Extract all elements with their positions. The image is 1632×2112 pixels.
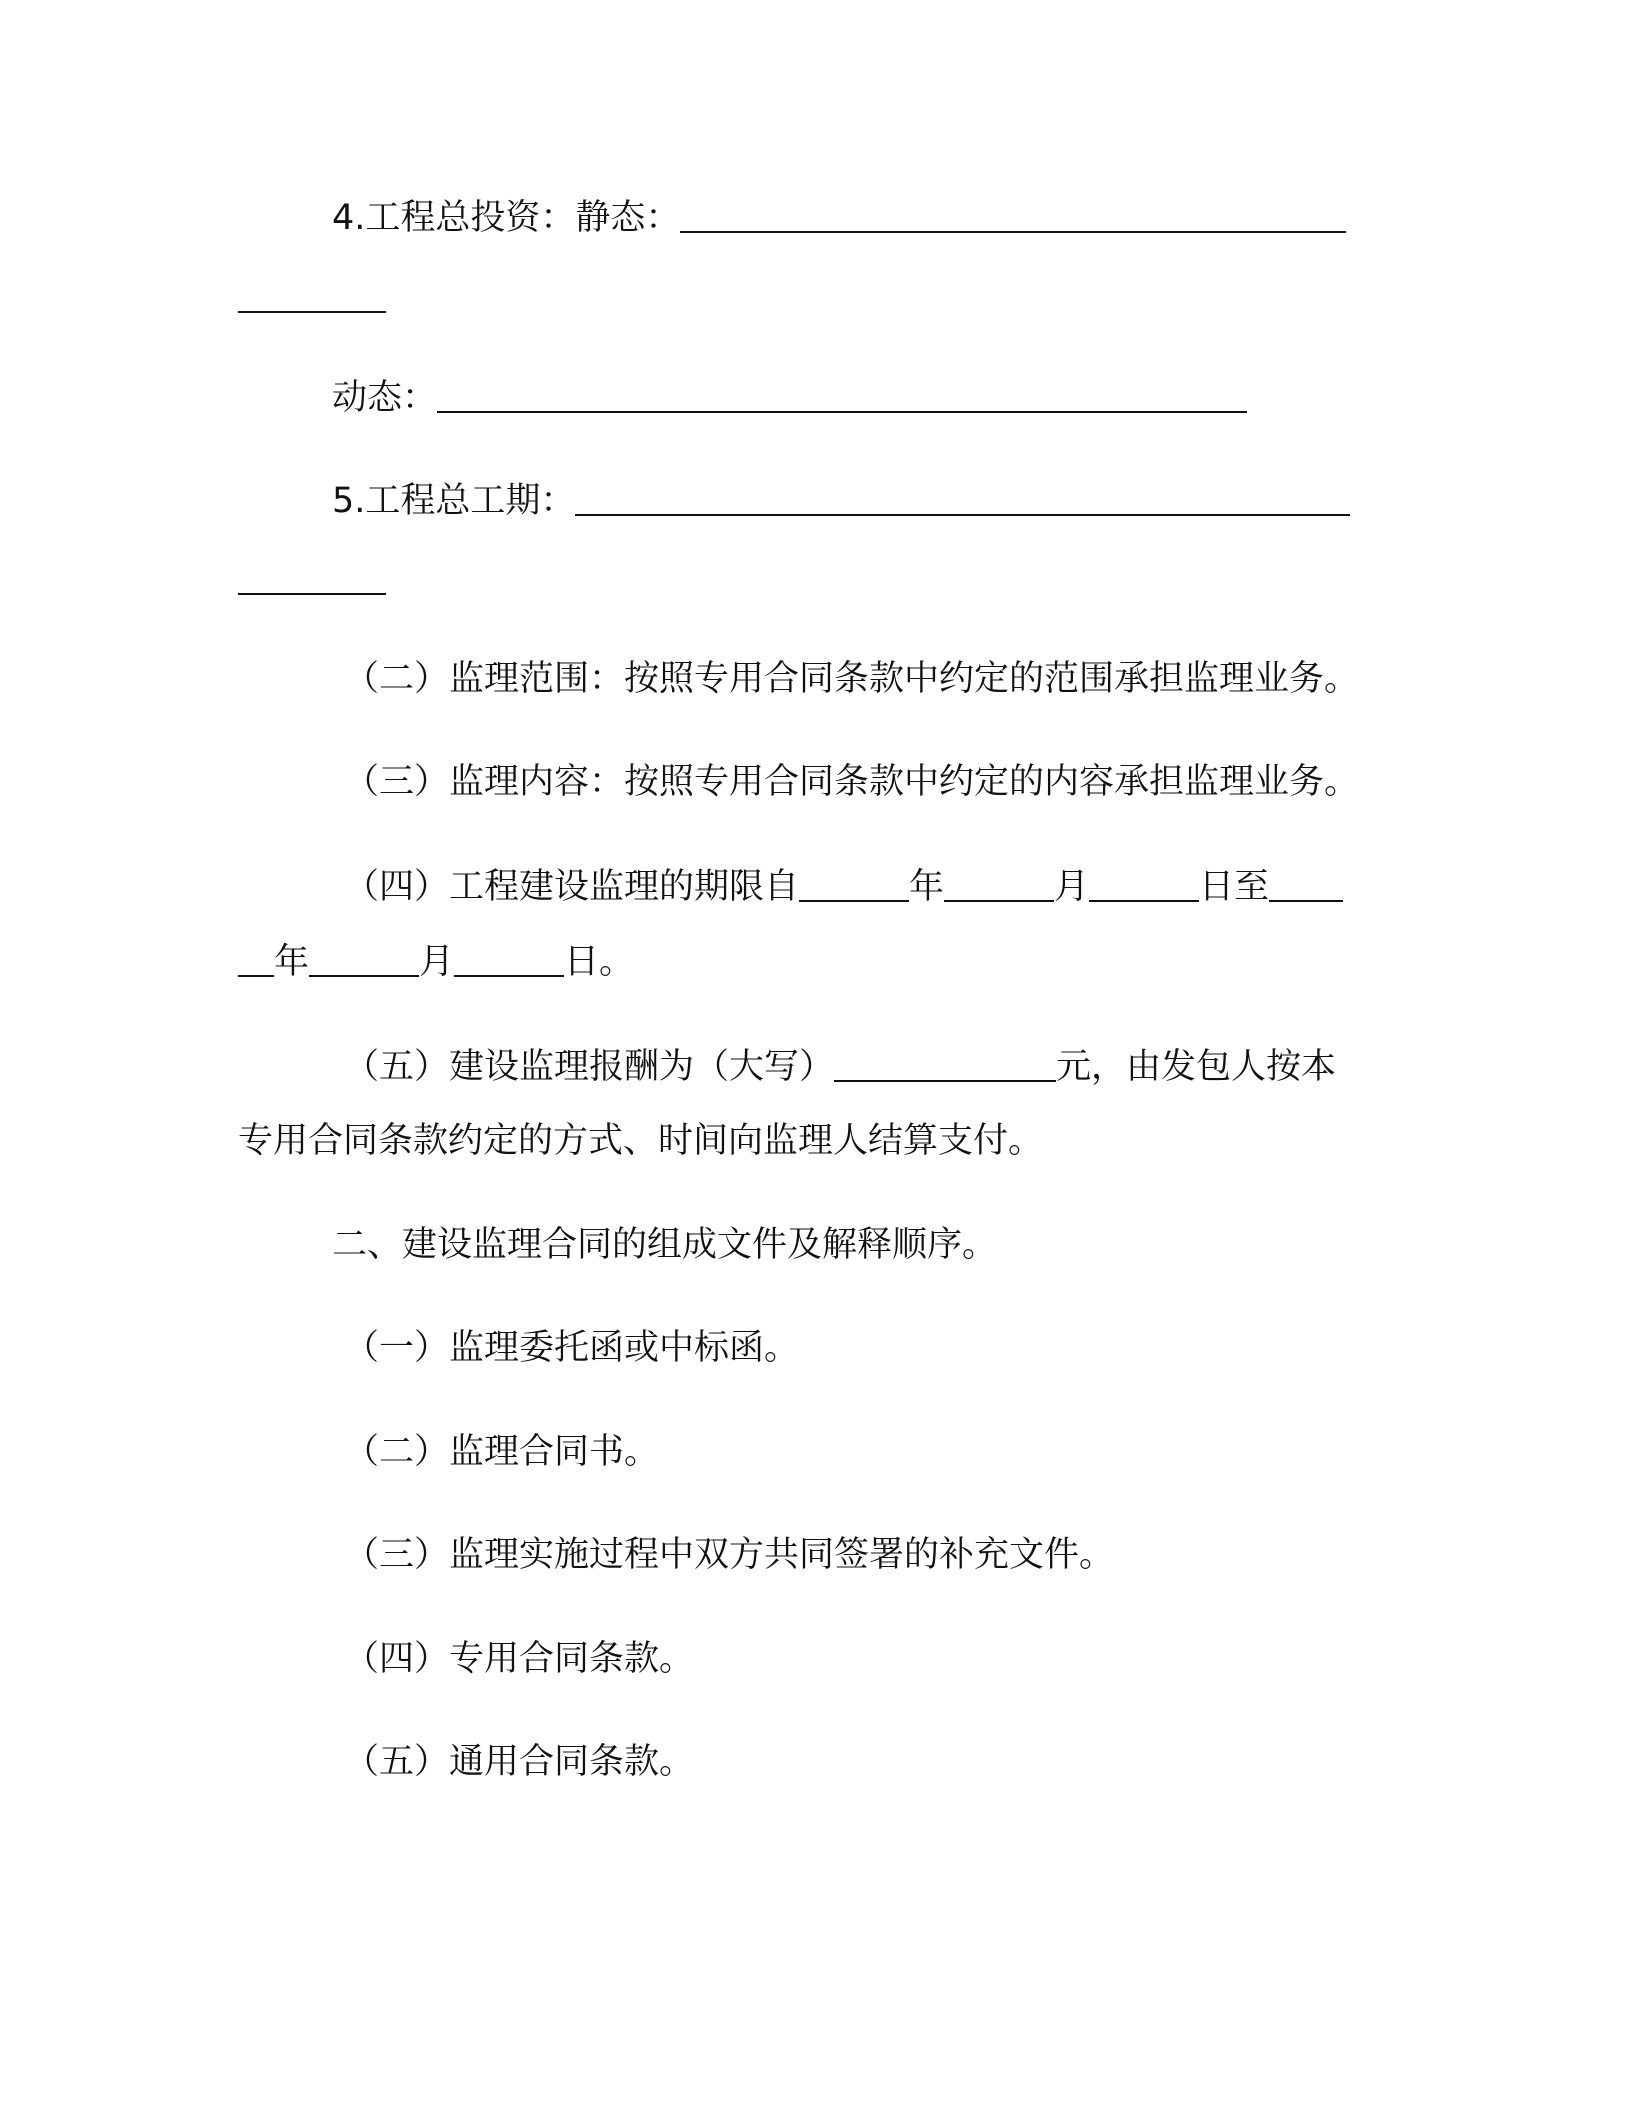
term-start-month-blank[interactable] bbox=[944, 860, 1054, 902]
duration-line bbox=[332, 474, 1350, 524]
term-day-to-label: 日至 bbox=[1199, 867, 1270, 907]
term-start-day-blank[interactable] bbox=[1089, 860, 1199, 902]
investment-dynamic-line bbox=[332, 371, 1247, 421]
investment-dynamic-blank[interactable] bbox=[437, 371, 1247, 413]
investment-static-line bbox=[332, 191, 1346, 241]
investment-static-blank[interactable] bbox=[680, 191, 1346, 233]
section2-item-1: （一）监理委托函或中标函。 bbox=[344, 1328, 800, 1368]
term-end-day-blank[interactable] bbox=[454, 935, 564, 977]
fee-suffix: 元，由发包人按本 bbox=[1056, 1047, 1337, 1087]
fee-line-2: 专用合同条款约定的方式、时间向监理人结算支付。 bbox=[238, 1121, 1044, 1161]
term-year-label: 年 bbox=[909, 867, 945, 907]
fee-amount-blank[interactable] bbox=[834, 1040, 1056, 1082]
term-prefix: （四）工程建设监理的期限自 bbox=[344, 867, 800, 907]
investment-static-blank-continued[interactable] bbox=[238, 311, 386, 313]
section2-item-5: （五）通用合同条款。 bbox=[344, 1742, 695, 1782]
investment-dynamic-label: 动态： bbox=[332, 378, 438, 418]
investment-static-label: 4.工程总投资：静态： bbox=[332, 198, 681, 238]
term-end-year-blank-continued[interactable] bbox=[238, 935, 274, 977]
term-end-year-blank[interactable] bbox=[1269, 860, 1343, 902]
duration-label: 5.工程总工期： bbox=[332, 481, 576, 521]
term-month-label: 月 bbox=[1054, 867, 1090, 907]
term-line-1 bbox=[344, 860, 1343, 910]
duration-blank[interactable] bbox=[575, 474, 1350, 516]
term-line-2 bbox=[238, 935, 634, 985]
term-day-end-label: 日。 bbox=[564, 942, 635, 982]
content-paragraph: （三）监理内容：按照专用合同条款中约定的内容承担监理业务。 bbox=[344, 762, 1360, 802]
section2-item-4: （四）专用合同条款。 bbox=[344, 1639, 695, 1679]
section2-item-3: （三）监理实施过程中双方共同签署的补充文件。 bbox=[344, 1535, 1115, 1575]
fee-line-1 bbox=[344, 1040, 1336, 1090]
section2-heading: 二、建设监理合同的组成文件及解释顺序。 bbox=[332, 1225, 998, 1265]
term-month2-label: 月 bbox=[419, 942, 455, 982]
fee-prefix: （五）建设监理报酬为（大写） bbox=[344, 1047, 835, 1087]
term-end-month-blank[interactable] bbox=[309, 935, 419, 977]
scope-paragraph: （二）监理范围：按照专用合同条款中约定的范围承担监理业务。 bbox=[344, 659, 1360, 699]
duration-blank-continued[interactable] bbox=[238, 593, 386, 595]
term-start-year-blank[interactable] bbox=[799, 860, 909, 902]
section2-item-2: （二）监理合同书。 bbox=[344, 1432, 660, 1472]
term-year2-label: 年 bbox=[274, 942, 310, 982]
